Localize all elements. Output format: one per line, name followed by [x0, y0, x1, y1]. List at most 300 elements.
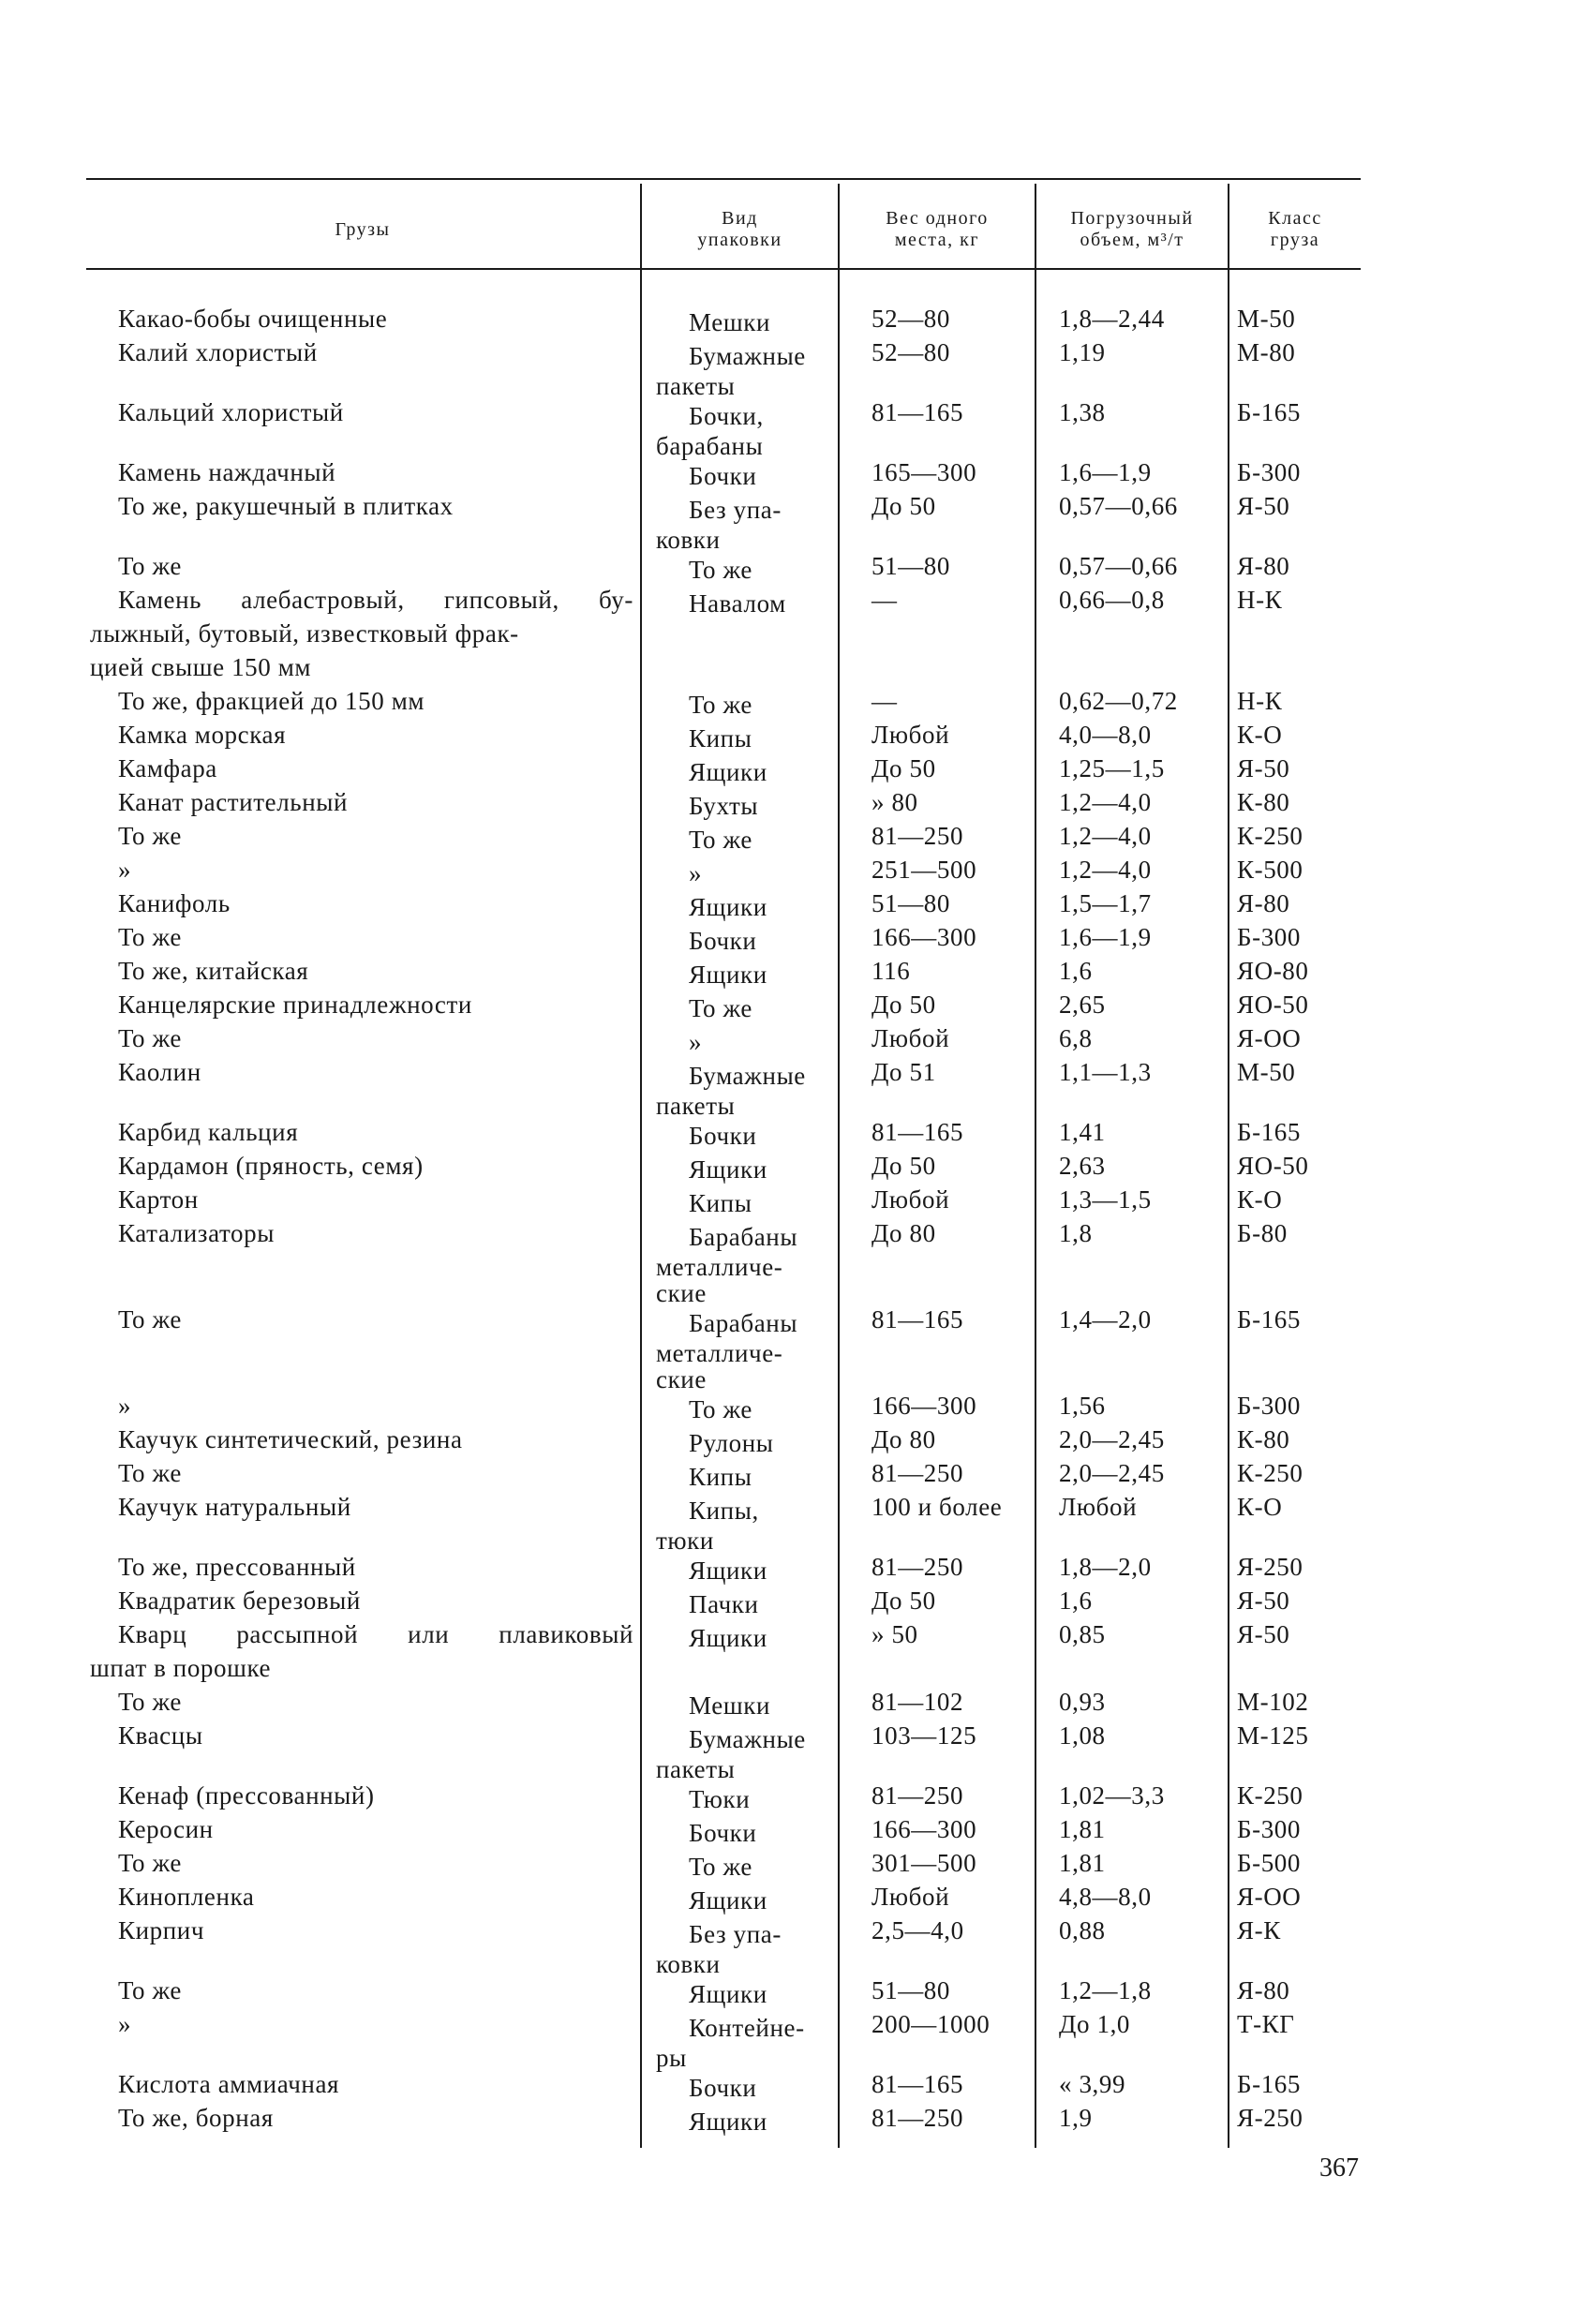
header-cargo: Грузы — [335, 218, 391, 240]
unit-weight: Любой — [871, 1185, 950, 1214]
packaging-type — [656, 1554, 843, 1587]
packaging-line: Рулоны — [689, 1429, 774, 1457]
cargo-name-line: То же, фракцией до 150 мм — [118, 687, 425, 715]
cargo-class: К-О — [1237, 1493, 1283, 1521]
packaging-line: Ящики — [689, 1557, 767, 1585]
cargo-name — [90, 1183, 633, 1216]
cargo-name-line: Канат растительный — [118, 788, 349, 816]
packaging-line: Тюки — [689, 1785, 751, 1813]
load-volume: 0,66—0,8 — [1059, 586, 1165, 614]
packaging-line: Ящики — [689, 1980, 767, 2008]
unit-weight: До 80 — [871, 1219, 936, 1247]
packaging-line: Мешки — [689, 1691, 770, 1720]
packaging-type — [656, 857, 843, 890]
packaging-line: Бочки — [689, 462, 757, 490]
cargo-class: Б-300 — [1237, 1392, 1301, 1420]
load-volume: « 3,99 — [1059, 2070, 1126, 2098]
load-volume: 1,56 — [1059, 1392, 1106, 1420]
cargo-class: К-250 — [1237, 822, 1304, 850]
cargo-name-line: Камка морская — [118, 721, 287, 749]
cargo-class: М-102 — [1237, 1688, 1309, 1716]
cargo-name-line: Квадратик березовый — [118, 1587, 361, 1615]
cargo-name-line: Квасцы — [118, 1721, 203, 1750]
cargo-class: М-50 — [1237, 305, 1296, 333]
cargo-name-line: Канифоль — [118, 889, 231, 917]
packaging-line: Бочки — [689, 1122, 757, 1150]
cargo-name — [90, 1303, 633, 1336]
header-weight: Вес одного места, кг — [886, 208, 989, 250]
unit-weight: » 50 — [871, 1620, 918, 1648]
packaging-line: пакеты — [656, 1755, 736, 1783]
cargo-class: Я-80 — [1237, 552, 1290, 580]
cargo-class: ЯО-50 — [1237, 991, 1309, 1019]
packaging-line: тюки — [656, 1527, 714, 1555]
cargo-name-line: То же — [118, 1305, 182, 1333]
load-volume: 4,0—8,0 — [1059, 721, 1152, 749]
load-volume: 1,81 — [1059, 1815, 1106, 1843]
cargo-name-line: Каучук натуральный — [118, 1493, 351, 1521]
cargo-name — [90, 2101, 633, 2135]
cargo-name — [90, 1456, 633, 1490]
cargo-name-line: То же, китайская — [118, 957, 309, 985]
packaging-line: ры — [656, 2044, 687, 2072]
packaging-line: ковки — [656, 1950, 721, 1978]
unit-weight: До 50 — [871, 1152, 936, 1180]
cargo-name — [90, 1115, 633, 1149]
packaging-type — [656, 1393, 843, 1426]
cargo-name — [90, 988, 633, 1021]
packaging-type — [656, 399, 843, 459]
cargo-name — [90, 395, 633, 429]
unit-weight: 103—125 — [871, 1721, 977, 1750]
packaging-line: Контейне- — [689, 2014, 805, 2042]
unit-weight: 52—80 — [871, 338, 950, 366]
packaging-line: пакеты — [656, 372, 736, 400]
page-number: 367 — [1319, 2153, 1359, 2182]
packaging-type — [656, 890, 843, 924]
cargo-name-line: Керосин — [118, 1815, 214, 1843]
packaging-line: Мешки — [689, 308, 770, 336]
cargo-class: Я-ОО — [1237, 1024, 1302, 1052]
load-volume: 1,2—1,8 — [1059, 1976, 1152, 2004]
cargo-class: Я-80 — [1237, 889, 1290, 917]
unit-weight: Любой — [871, 1024, 950, 1052]
cargo-name-line: Камень наждачный — [118, 458, 336, 486]
packaging-line: ковки — [656, 526, 721, 554]
load-volume: 1,19 — [1059, 338, 1106, 366]
unit-weight: 81—250 — [871, 822, 964, 850]
load-volume: 1,81 — [1059, 1849, 1106, 1877]
cargo-name — [90, 455, 633, 489]
packaging-type — [656, 1850, 843, 1884]
load-volume: 1,41 — [1059, 1118, 1106, 1146]
cargo-class: Б-300 — [1237, 923, 1301, 951]
unit-weight: До 80 — [871, 1425, 936, 1453]
load-volume: Любой — [1059, 1493, 1138, 1521]
cargo-name — [90, 853, 633, 886]
load-volume: До 1,0 — [1059, 2010, 1131, 2038]
packaging-line: Пачки — [689, 1590, 759, 1618]
packaging-line: Ящики — [689, 1886, 767, 1914]
cargo-name — [90, 1617, 633, 1685]
header-class: Класс груза — [1268, 208, 1322, 250]
cargo-class: Я-50 — [1237, 754, 1290, 782]
cargo-name-line: Катализаторы — [118, 1219, 275, 1247]
cargo-name-line: То же — [118, 1459, 182, 1487]
packaging-line: То же — [689, 994, 752, 1022]
packaging-type — [656, 2105, 843, 2138]
packaging-type — [656, 1917, 843, 1977]
load-volume: 1,6 — [1059, 957, 1093, 985]
cargo-class: Б-80 — [1237, 1219, 1288, 1247]
load-volume: 6,8 — [1059, 1024, 1093, 1052]
cargo-name-line: Кислота аммиачная — [118, 2070, 340, 2098]
cargo-name — [90, 302, 633, 335]
packaging-type — [656, 1025, 843, 1059]
cargo-name — [90, 1490, 633, 1524]
packaging-line: Без упа- — [689, 496, 782, 524]
packaging-line: Кипы — [689, 1189, 752, 1217]
packaging-line: Ящики — [689, 2108, 767, 2136]
packaging-type — [656, 2011, 843, 2071]
cargo-name — [90, 1846, 633, 1880]
cargo-name-line: Кардамон (пряность, семя) — [118, 1152, 424, 1180]
cargo-class: Я-50 — [1237, 492, 1290, 520]
cargo-name-line: То же — [118, 1024, 182, 1052]
load-volume: 1,8—2,0 — [1059, 1553, 1152, 1581]
cargo-class: Я-50 — [1237, 1620, 1290, 1648]
packaging-line: ские — [656, 1279, 707, 1307]
cargo-class: Б-300 — [1237, 458, 1301, 486]
packaging-type — [656, 823, 843, 857]
unit-weight: 81—250 — [871, 1781, 964, 1810]
cargo-name-line: лыжный, бутовый, известковый фрак- — [90, 619, 519, 648]
unit-weight: 116 — [871, 957, 911, 985]
cargo-name — [90, 785, 633, 819]
packaging-type — [656, 1426, 843, 1460]
unit-weight: 251—500 — [871, 856, 977, 884]
packaging-line: металличе- — [656, 1339, 783, 1367]
packaging-type — [656, 755, 843, 789]
cargo-name — [90, 886, 633, 920]
load-volume: 1,2—4,0 — [1059, 822, 1152, 850]
cargo-class: Б-165 — [1237, 2070, 1301, 2098]
load-volume: 1,8 — [1059, 1219, 1093, 1247]
packaging-line: То же — [689, 691, 752, 719]
packaging-type — [656, 722, 843, 755]
cargo-class: Я-250 — [1237, 2104, 1304, 2132]
packaging-type — [656, 789, 843, 823]
packaging-line: Бочки, — [689, 402, 764, 430]
cargo-name-line: То же — [118, 552, 182, 580]
cargo-name-line: Каолин — [118, 1058, 201, 1086]
packaging-line: Бочки — [689, 1819, 757, 1847]
cargo-name — [90, 1021, 633, 1055]
cargo-name — [90, 549, 633, 583]
cargo-name — [90, 1550, 633, 1584]
cargo-class: К-80 — [1237, 1425, 1290, 1453]
unit-weight: 81—250 — [871, 1459, 964, 1487]
cargo-name — [90, 1423, 633, 1456]
load-volume: 1,3—1,5 — [1059, 1185, 1152, 1214]
cargo-name-line: Кварц рассыпной или плавиковый — [118, 1620, 633, 1648]
packaging-line: » — [689, 859, 703, 887]
packaging-line: Бумажные — [689, 1062, 806, 1090]
packaging-line: Барабаны — [689, 1223, 798, 1251]
packaging-type — [656, 2071, 843, 2105]
load-volume: 0,57—0,66 — [1059, 492, 1178, 520]
cargo-name-line: То же, ракушечный в плитках — [118, 492, 454, 520]
cargo-class: Б-165 — [1237, 1305, 1301, 1333]
cargo-name — [90, 1779, 633, 1812]
load-volume: 1,2—4,0 — [1059, 788, 1152, 816]
unit-weight: 166—300 — [871, 1815, 977, 1843]
packaging-type — [656, 1621, 843, 1655]
packaging-type — [656, 924, 843, 958]
packaging-line: Ящики — [689, 1155, 767, 1184]
packaging-type — [656, 991, 843, 1025]
unit-weight: 81—165 — [871, 398, 964, 426]
load-volume: 1,38 — [1059, 398, 1106, 426]
cargo-class: Б-500 — [1237, 1849, 1301, 1877]
unit-weight: 200—1000 — [871, 2010, 991, 2038]
packaging-type — [656, 688, 843, 722]
cargo-class: М-50 — [1237, 1058, 1296, 1086]
unit-weight: До 50 — [871, 1587, 936, 1615]
packaging-type — [656, 587, 843, 620]
unit-weight: 301—500 — [871, 1849, 977, 1877]
cargo-class: Н-К — [1237, 586, 1283, 614]
cargo-name — [90, 1812, 633, 1846]
cargo-name — [90, 1880, 633, 1914]
packaging-type — [656, 1119, 843, 1153]
packaging-line: То же — [689, 1395, 752, 1423]
cargo-name — [90, 684, 633, 718]
load-volume: 1,8—2,44 — [1059, 305, 1165, 333]
unit-weight: 81—165 — [871, 2070, 964, 2098]
unit-weight: 165—300 — [871, 458, 977, 486]
unit-weight: 51—80 — [871, 889, 950, 917]
cargo-name-line: То же — [118, 923, 182, 951]
load-volume: 1,2—4,0 — [1059, 856, 1152, 884]
cargo-class: Я-ОО — [1237, 1883, 1302, 1911]
cargo-name-line: » — [118, 2010, 132, 2038]
cargo-class: Б-165 — [1237, 398, 1301, 426]
cargo-name-line: То же — [118, 822, 182, 850]
packaging-type — [656, 1153, 843, 1186]
cargo-class: Я-80 — [1237, 1976, 1290, 2004]
cargo-name — [90, 718, 633, 752]
unit-weight: 52—80 — [871, 305, 950, 333]
packaging-type — [656, 1587, 843, 1621]
cargo-class: К-О — [1237, 1185, 1283, 1214]
packaging-line: Кипы — [689, 1463, 752, 1491]
cargo-name — [90, 920, 633, 954]
unit-weight: 166—300 — [871, 923, 977, 951]
cargo-name-line: Канцелярские принадлежности — [118, 991, 472, 1019]
header-packaging: Вид упаковки — [697, 208, 782, 250]
cargo-class: Я-250 — [1237, 1553, 1304, 1581]
cargo-class: М-125 — [1237, 1721, 1309, 1750]
packaging-line: Кипы, — [689, 1497, 759, 1525]
cargo-name-line: Кирпич — [118, 1916, 205, 1944]
cargo-name-line: Карбид кальция — [118, 1118, 299, 1146]
cargo-class: ЯО-80 — [1237, 957, 1309, 985]
load-volume: 1,25—1,5 — [1059, 754, 1165, 782]
packaging-line: Бумажные — [689, 1725, 806, 1753]
packaging-type — [656, 1494, 843, 1554]
cargo-name-line: Калий хлористый — [118, 338, 318, 366]
cargo-name — [90, 954, 633, 988]
packaging-type — [656, 553, 843, 587]
load-volume: 0,62—0,72 — [1059, 687, 1178, 715]
cargo-name-line: » — [118, 856, 132, 884]
load-volume: 2,0—2,45 — [1059, 1459, 1165, 1487]
load-volume: 0,57—0,66 — [1059, 552, 1178, 580]
packaging-type — [656, 1306, 843, 1393]
load-volume: 0,88 — [1059, 1916, 1106, 1944]
load-volume: 2,63 — [1059, 1152, 1106, 1180]
packaging-line: Бухты — [689, 792, 759, 820]
packaging-line: Бочки — [689, 2074, 757, 2102]
load-volume: 4,8—8,0 — [1059, 1883, 1152, 1911]
cargo-name-line: Какао-бобы очищенные — [118, 305, 388, 333]
packaging-type — [656, 1186, 843, 1220]
packaging-type — [656, 1977, 843, 2011]
cargo-name-line: Каучук синтетический, резина — [118, 1425, 463, 1453]
load-volume: 2,65 — [1059, 991, 1106, 1019]
cargo-name — [90, 2067, 633, 2101]
cargo-name — [90, 1149, 633, 1183]
cargo-class: К-О — [1237, 721, 1283, 749]
packaging-line: Ящики — [689, 758, 767, 786]
packaging-type — [656, 1884, 843, 1917]
packaging-line: Без упа- — [689, 1920, 782, 1948]
header-volume: Погрузочный объем, м³/т — [1070, 208, 1194, 250]
packaging-type — [656, 339, 843, 399]
unit-weight: 81—165 — [871, 1305, 964, 1333]
unit-weight: 81—102 — [871, 1688, 964, 1716]
packaging-type — [656, 1220, 843, 1306]
packaging-line: Бочки — [689, 927, 757, 955]
packaging-type — [656, 958, 843, 991]
cargo-name-line: То же — [118, 1688, 182, 1716]
load-volume: 1,5—1,7 — [1059, 889, 1152, 917]
cargo-class: К-80 — [1237, 788, 1290, 816]
packaging-line: То же — [689, 1853, 752, 1881]
cargo-name — [90, 1719, 633, 1752]
cargo-class: К-250 — [1237, 1781, 1304, 1810]
packaging-line: Навалом — [689, 589, 786, 618]
load-volume: 1,6—1,9 — [1059, 458, 1152, 486]
packaging-type — [656, 1782, 843, 1816]
unit-weight: 2,5—4,0 — [871, 1916, 964, 1944]
cargo-name — [90, 1974, 633, 2007]
cargo-name-line: Камфара — [118, 754, 217, 782]
packaging-type — [656, 1722, 843, 1782]
cargo-class: Н-К — [1237, 687, 1283, 715]
packaging-line: Ящики — [689, 1624, 767, 1652]
cargo-class: К-500 — [1237, 856, 1304, 884]
packaging-type — [656, 1059, 843, 1119]
unit-weight: 81—250 — [871, 2104, 964, 2132]
unit-weight: 81—165 — [871, 1118, 964, 1146]
packaging-type — [656, 1816, 843, 1850]
cargo-name — [90, 489, 633, 523]
load-volume: 1,9 — [1059, 2104, 1093, 2132]
unit-weight: — — [871, 687, 898, 715]
cargo-class: М-80 — [1237, 338, 1296, 366]
unit-weight: 81—250 — [871, 1553, 964, 1581]
packaging-type — [656, 493, 843, 553]
packaging-line: Ящики — [689, 961, 767, 989]
cargo-name-line: Кальций хлористый — [118, 398, 344, 426]
load-volume: 1,4—2,0 — [1059, 1305, 1152, 1333]
load-volume: 1,08 — [1059, 1721, 1106, 1750]
cargo-name-line: » — [118, 1392, 132, 1420]
cargo-name — [90, 1216, 633, 1250]
cargo-class: Б-165 — [1237, 1118, 1301, 1146]
unit-weight: 100 и более — [871, 1493, 1003, 1521]
unit-weight: 166—300 — [871, 1392, 977, 1420]
packaging-line: Кипы — [689, 724, 752, 752]
packaging-line: пакеты — [656, 1092, 736, 1120]
unit-weight: До 50 — [871, 492, 936, 520]
packaging-line: То же — [689, 556, 752, 584]
cargo-name — [90, 1055, 633, 1089]
cargo-name-line: Кинопленка — [118, 1883, 255, 1911]
cargo-class: Б-300 — [1237, 1815, 1301, 1843]
load-volume: 0,85 — [1059, 1620, 1106, 1648]
packaging-line: Барабаны — [689, 1309, 798, 1337]
cargo-class: Я-К — [1237, 1916, 1281, 1944]
packaging-type — [656, 1689, 843, 1722]
load-volume: 1,6—1,9 — [1059, 923, 1152, 951]
packaging-line: Ящики — [689, 893, 767, 921]
cargo-name — [90, 1584, 633, 1617]
unit-weight: 51—80 — [871, 1976, 950, 2004]
unit-weight: » 80 — [871, 788, 918, 816]
packaging-line: То же — [689, 826, 752, 854]
packaging-line: Бумажные — [689, 342, 806, 370]
cargo-name-line: Камень алебастровый, гипсовый, бу- — [118, 586, 633, 614]
packaging-type — [656, 459, 843, 493]
unit-weight: До 50 — [871, 754, 936, 782]
unit-weight: 51—80 — [871, 552, 950, 580]
cargo-name-line: То же — [118, 1849, 182, 1877]
cargo-name — [90, 583, 633, 684]
load-volume: 1,02—3,3 — [1059, 1781, 1165, 1810]
packaging-type — [656, 305, 843, 339]
unit-weight: — — [871, 586, 898, 614]
unit-weight: Любой — [871, 721, 950, 749]
cargo-name — [90, 1389, 633, 1423]
packaging-line: барабаны — [656, 432, 764, 460]
cargo-name-line: То же — [118, 1976, 182, 2004]
load-volume: 1,6 — [1059, 1587, 1093, 1615]
cargo-name — [90, 1914, 633, 1947]
cargo-name-line: То же, прессованный — [118, 1553, 356, 1581]
load-volume: 1,1—1,3 — [1059, 1058, 1152, 1086]
packaging-line: » — [689, 1028, 703, 1056]
packaging-line: ские — [656, 1365, 707, 1393]
cargo-name — [90, 1685, 633, 1719]
load-volume: 0,93 — [1059, 1688, 1106, 1716]
cargo-name — [90, 752, 633, 785]
cargo-name — [90, 335, 633, 369]
packaging-line: металличе- — [656, 1253, 783, 1281]
cargo-class: Т-КГ — [1237, 2010, 1295, 2038]
